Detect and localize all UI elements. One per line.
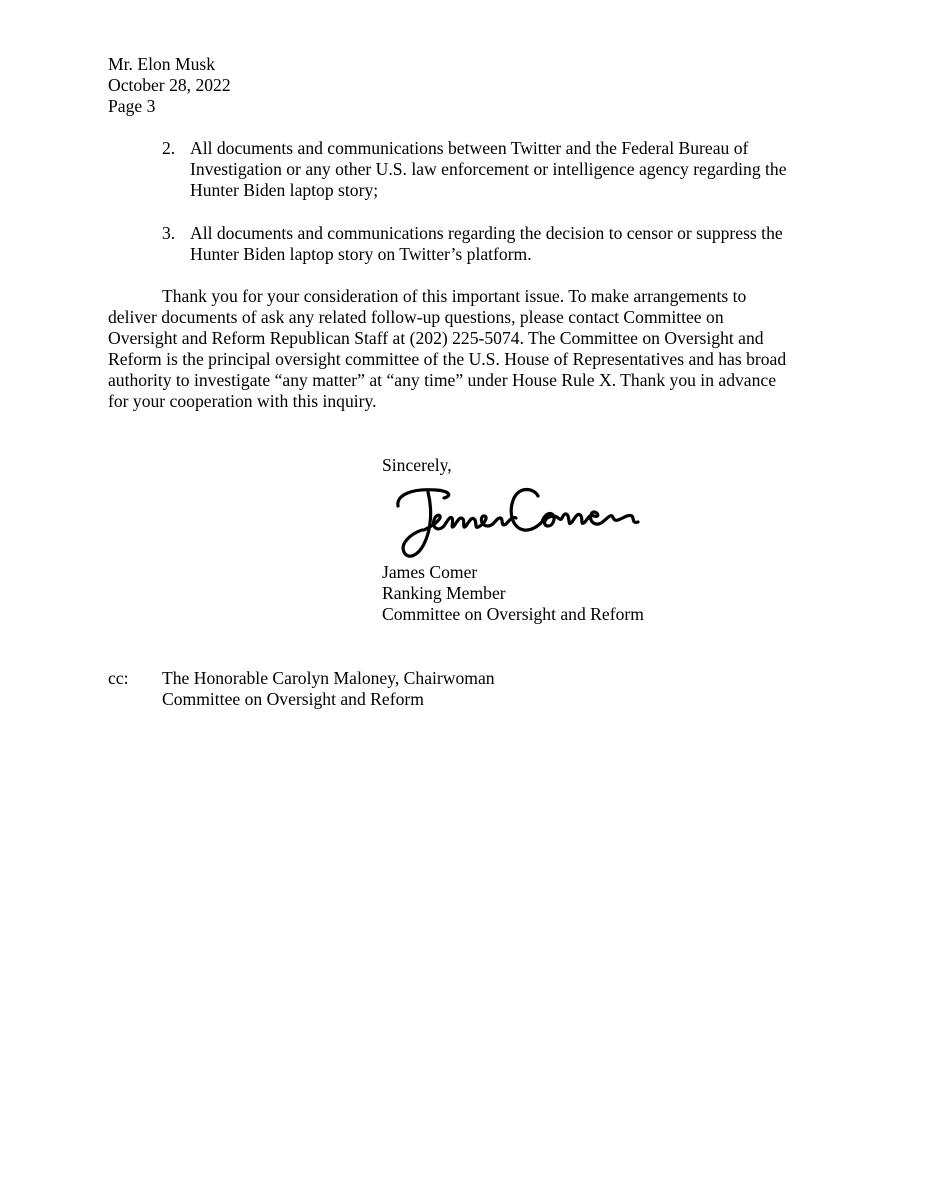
salutation: Sincerely,: [382, 455, 452, 475]
page-number: Page 3: [108, 96, 156, 116]
paragraph-line: deliver documents of ask any related follow-up questions, please contact Committee on: [108, 307, 724, 327]
signer-title: Ranking Member: [382, 583, 506, 603]
signer-committee: Committee on Oversight and Reform: [382, 604, 644, 624]
list-item-line: All documents and communications between Twitter and the Federal Bureau of: [190, 138, 749, 158]
handwritten-signature: [388, 478, 648, 568]
paragraph-line: Reform is the principal oversight committee of the U.S. House of Representatives and has broad: [108, 349, 787, 369]
paragraph-line: authority to investigate “any matter” at “any time” under House Rule X. Thank you in advance: [108, 370, 777, 390]
cc-committee: Committee on Oversight and Reform: [162, 689, 424, 709]
list-item-line: All documents and communications regarding the decision to censor or suppress the: [190, 223, 783, 243]
paragraph-line: Oversight and Reform Republican Staff at (202) 225-5074. The Committee on Oversight and: [108, 328, 764, 348]
paragraph-line: for your cooperation with this inquiry.: [108, 391, 377, 411]
list-item-line: Hunter Biden laptop story;: [190, 180, 379, 200]
list-item-number: 2.: [162, 138, 176, 158]
list-item-number: 3.: [162, 223, 176, 243]
list-item-line: Hunter Biden laptop story on Twitter’s platform.: [190, 244, 532, 264]
letter-date: October 28, 2022: [108, 75, 231, 95]
cc-recipient: The Honorable Carolyn Maloney, Chairwoman: [162, 668, 495, 688]
list-item-line: Investigation or any other U.S. law enforcement or intelligence agency regarding the: [190, 159, 787, 179]
cc-label: cc:: [108, 668, 129, 688]
paragraph-line: Thank you for your consideration of this important issue. To make arrangements to: [162, 286, 747, 306]
recipient-name: Mr. Elon Musk: [108, 54, 216, 74]
signer-name: James Comer: [382, 562, 478, 582]
